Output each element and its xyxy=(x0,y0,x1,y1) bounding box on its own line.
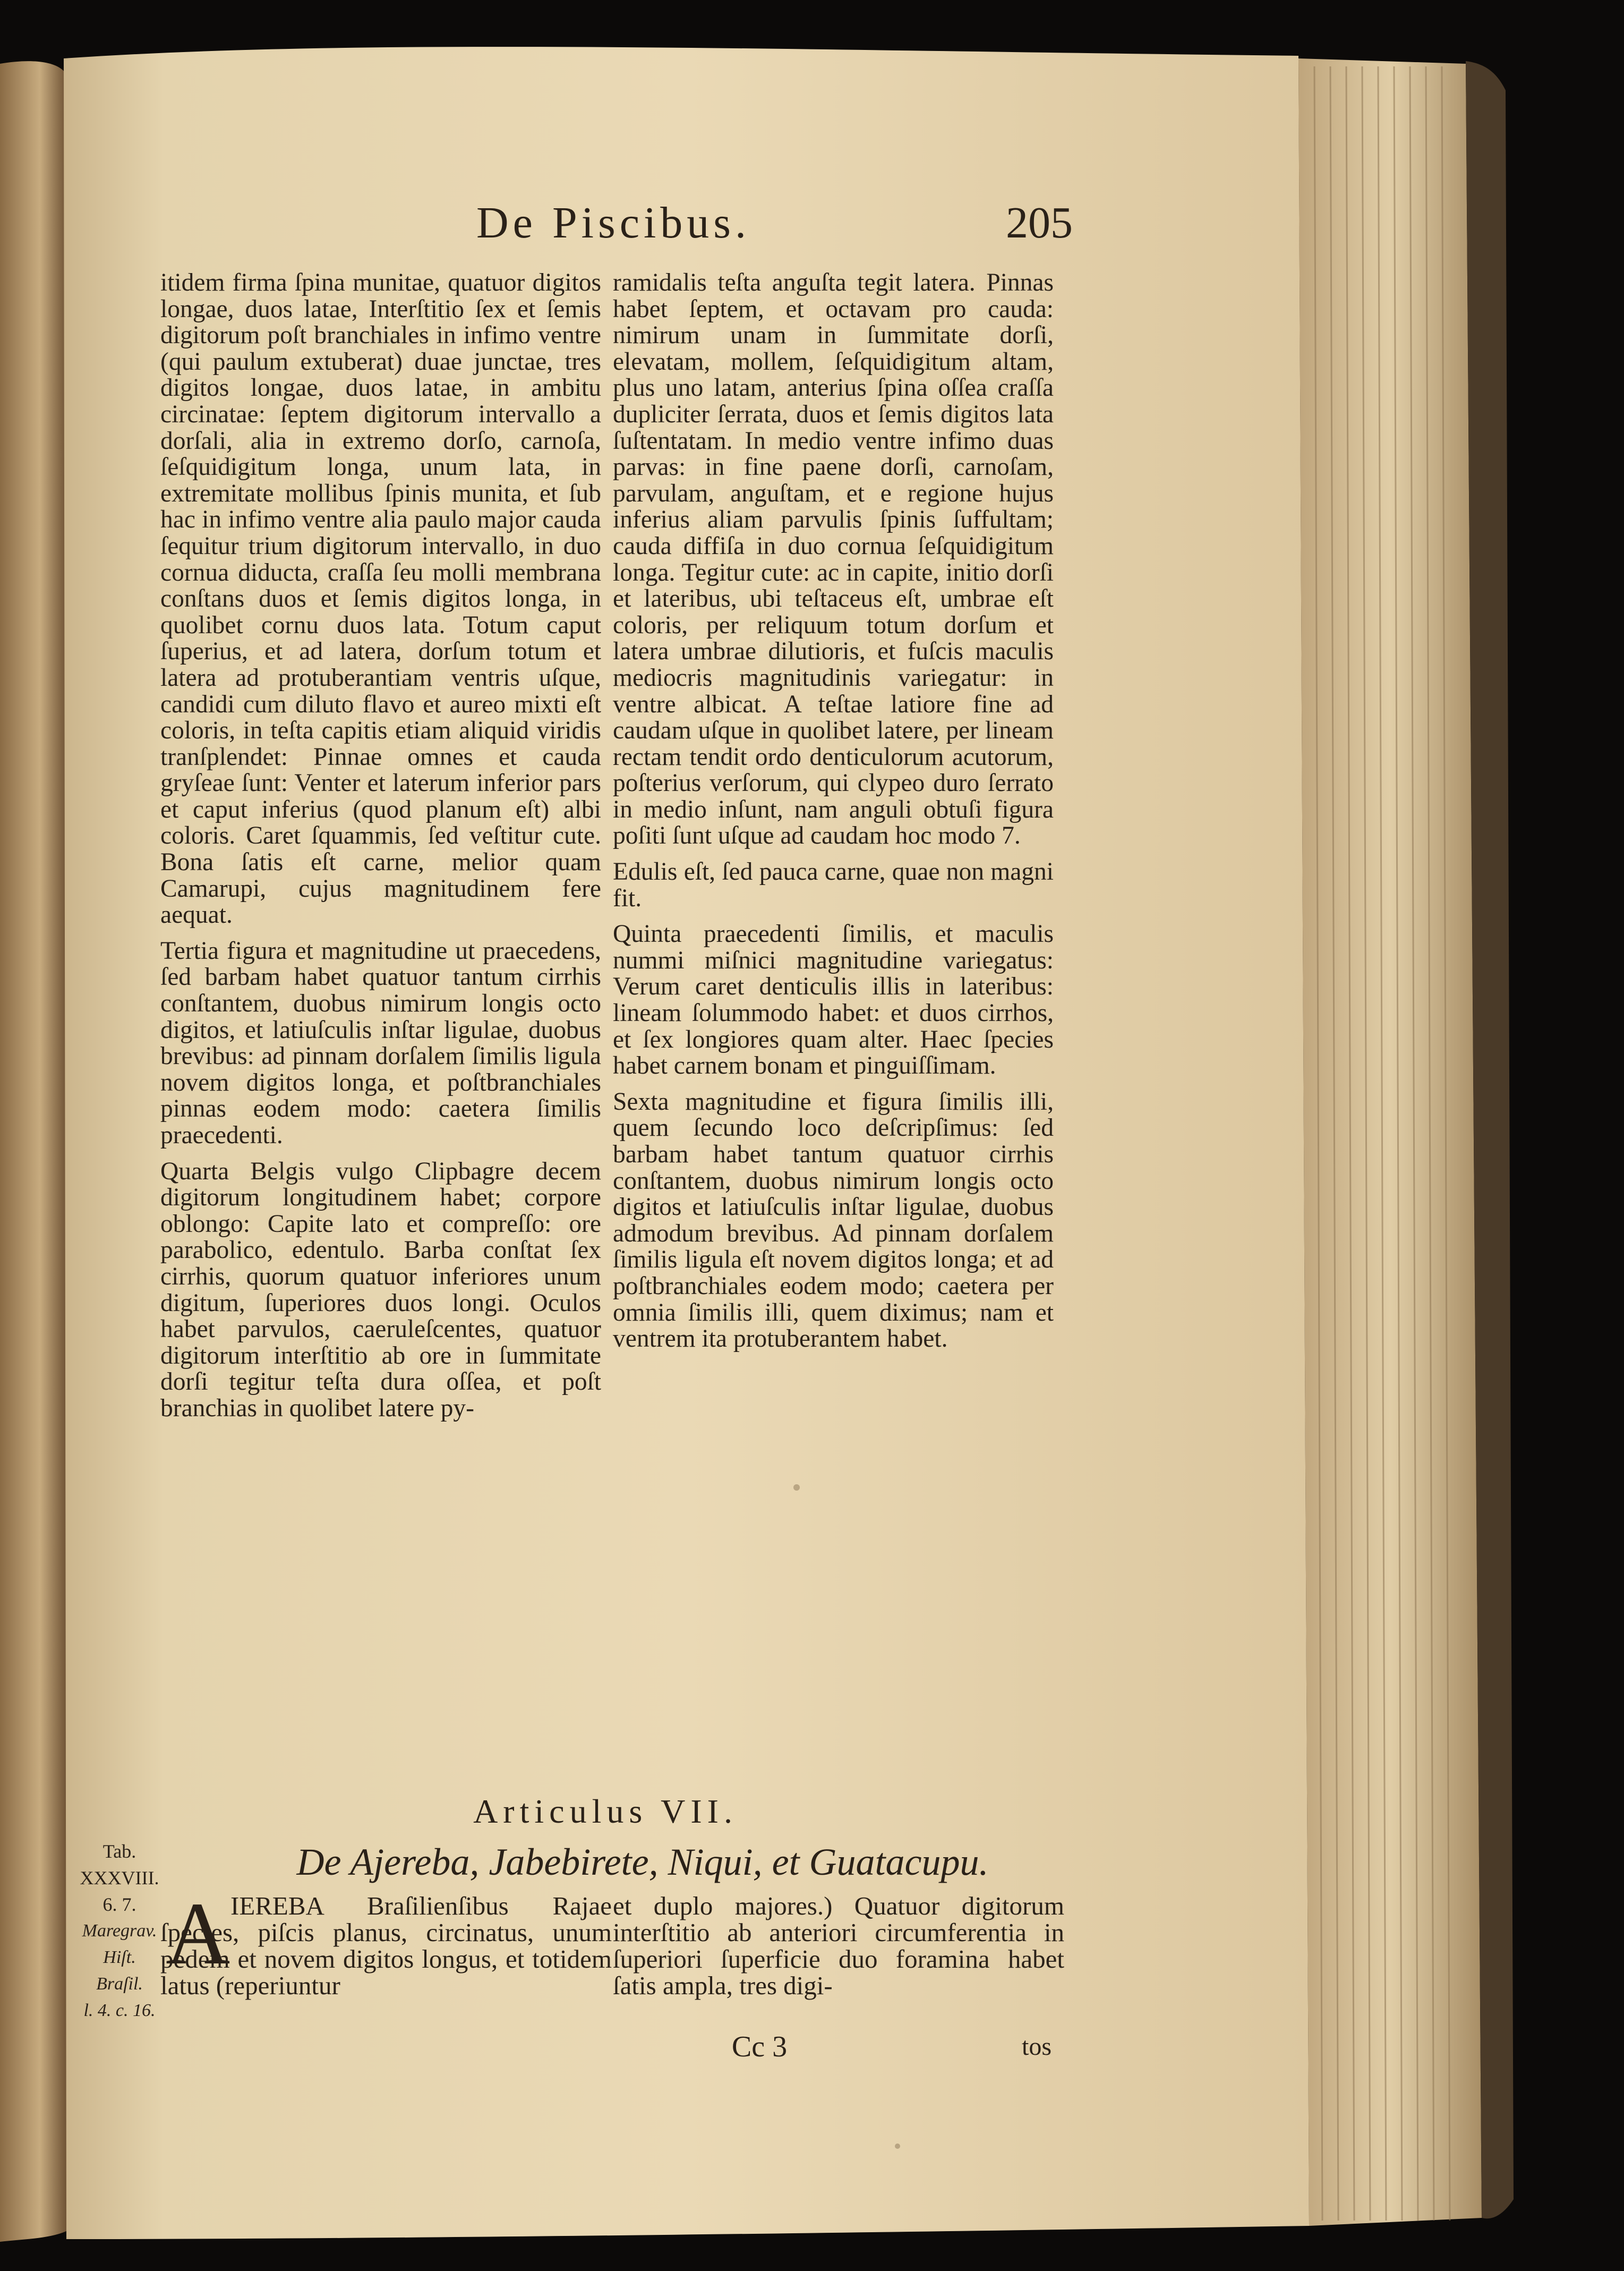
margin-tab: Tab. xyxy=(102,1841,136,1862)
margin-ref-author: Maregrav. xyxy=(82,1921,157,1941)
article-right-text: et duplo majores.) Quatuor digitorum interſtitio ab anteriori circumferentia in ſuperiori ſuperficie duo foramina habet ſatis ampla, tres digi- xyxy=(613,1893,1064,2000)
left-text-column xyxy=(160,270,601,1773)
left-paragraph: itidem firma ſpina munitae, quatuor digitos longae, duos latae, Interſtitio ſex et ſemis digitorum poſt branchiales in infimo ventre (qui paulum extuberat) duae junctae, tres digitos longae, duos latae, in ambitu circinatae: ſeptem digitorum intervallo a dorſali, alia in extremo dorſo, carnoſa, ſeſquidigitum longa, unum lata, in extremitate mollibus ſpinis munita, et ſub hac in infimo ventre alia paulo major cauda ſequitur trium digitorum intervallo, in duo cornua diducta, craſſa ſeu molli membrana conſtans duos et ſemis digitos longa, in quolibet cornu duos lata. Totum caput ſuperius, et ad latera, dorſum totum et latera ad protuberantiam ventris uſque, candidi cum diluto flavo et aureo mixti eſt coloris, in teſta capitis etiam aliquid viridis tranſplendet: Pinnae omnes et cauda gryſeae ſunt: Venter et laterum inferior pars et caput inferius (quod planum eſt) albi coloris. Caret ſquammis, ſed veſtitur cute. Bona ſatis eſt carne, melior quam Camarupi, cujus magnitudinem fere aequat. xyxy=(160,270,601,929)
signature-mark: Cc 3 xyxy=(731,2030,788,2063)
catchword: tos xyxy=(1021,2032,1052,2061)
right-paragraph: Quinta praecedenti ſimilis, et maculis nummi miſnici magnitudine variegatus: Verum caret denticulis illis in lateribus: lineam ſolummodo habet: et duos cirrhos, et ſex longiores quam alter. Haec ſpecies habet carnem bonam et pinguiſſimam. xyxy=(613,920,1054,1080)
article-left-text: IEREBA Braſilienſibus Rajae ſpecies, piſcis planus, circinatus, unum pedem et novem digitos longus, et totidem latus (reperiuntur xyxy=(160,1893,612,2000)
margin-plate: XXXVIII. xyxy=(80,1867,159,1889)
article-heading: Articulus VII. xyxy=(473,1792,738,1830)
right-text-column xyxy=(613,270,1054,1773)
left-page-edge xyxy=(0,61,66,2242)
margin-note xyxy=(80,1838,159,2061)
page-number: 205 xyxy=(1006,198,1073,248)
article-subheading: De Ajereba, Jabebirete, Niqui, et Guatacupu. xyxy=(296,1841,989,1883)
margin-figures: 6. 7. xyxy=(102,1894,136,1915)
right-paragraph: ramidalis teſta anguſta tegit latera. Pinnas habet ſeptem, et octavam pro cauda: nimirum unam in ſummitate dorſi, elevatam, mollem, ſeſquidigitum altam, plus uno latam, anterius ſpina oſſea craſſa dupliciter ſerrata, duos et ſemis digitos lata ſuſtentatam. In medio ventre infimo duas parvas: in fine paene dorſi, carnoſam, parvulam, anguſtam, et e regione hujus inferius aliam parvulis ſpinis ſuffultam; cauda diffiſa in duo cornua ſeſquidigitum longa. Tegitur cute: ac in capite, initio dorſi et lateribus, ubi teſtaceus eſt, umbrae eſt coloris, per reliquum totum dorſum et latera umbrae dilutioris, et fuſcis maculis mediocris magnitudinis variegatur: in ventre albicat. A teſtae latiore fine ad caudam uſque in quolibet latere, per lineam rectam tendit ordo denticulorum acutorum, poſterius verſorum, qui clypeo duro ſerrato in medio inſunt, nam anguli obtuſi figura poſiti ſunt uſque ad caudam hoc modo 7. xyxy=(613,270,1054,850)
right-paragraph: Sexta magnitudine et figura ſimilis illi, quem ſecundo loco deſcripſimus: ſed barbam habet tantum quatuor cirrhis conſtantem, duobus nimirum longis octo digitos et latiuſculis inſtar ligulae, duobus admodum brevibus. Ad pinnam dorſalem ſimilis ligula eſt novem digitos longa; et ad poſtbranchiales eodem modo; caetera per omnia ſimilis illi, quem diximus; nam et ventrem ita protuberantem habet. xyxy=(613,1087,1054,1353)
drop-cap: A xyxy=(166,1884,230,1983)
left-paragraph: Tertia figura et magnitudine ut praecedens, ſed barbam habet quatuor tantum cirrhis conſtantem, duobus nimirum longis octo digitos, et latiuſculis inſtar ligulae, duobus brevibus: ad pinnam dorſalem ſimilis ligula novem digitos longa, et poſtbranchiales pinnas eodem modo: caetera ſimilis praecedenti. xyxy=(160,937,601,1149)
margin-ref-work: Hiſt. Braſil. xyxy=(96,1947,143,1994)
margin-ref-chapter: l. 4. c. 16. xyxy=(83,2001,156,2020)
page-fore-edge xyxy=(1298,58,1482,2226)
right-paragraph: Edulis eſt, ſed pauca carne, quae non magni fit. xyxy=(613,858,1054,912)
left-paragraph: Quarta Belgis vulgo Clipbagre decem digitorum longitudinem habet; corpore oblongo: Capite lato et compreſſo: ore parabolico, edentulo. Barba conſtat ſex cirrhis, quorum quatuor inferiores unum digitum, ſuperiores duos longi. Oculos habet parvulos, caeruleſcentes, quatuor digitorum interſtitio ab ore in ſummitate dorſi tegitur teſta dura oſſea, et poſt branchias in quolibet latere py- xyxy=(160,1157,601,1422)
running-title: De Piscibus. xyxy=(476,198,750,248)
